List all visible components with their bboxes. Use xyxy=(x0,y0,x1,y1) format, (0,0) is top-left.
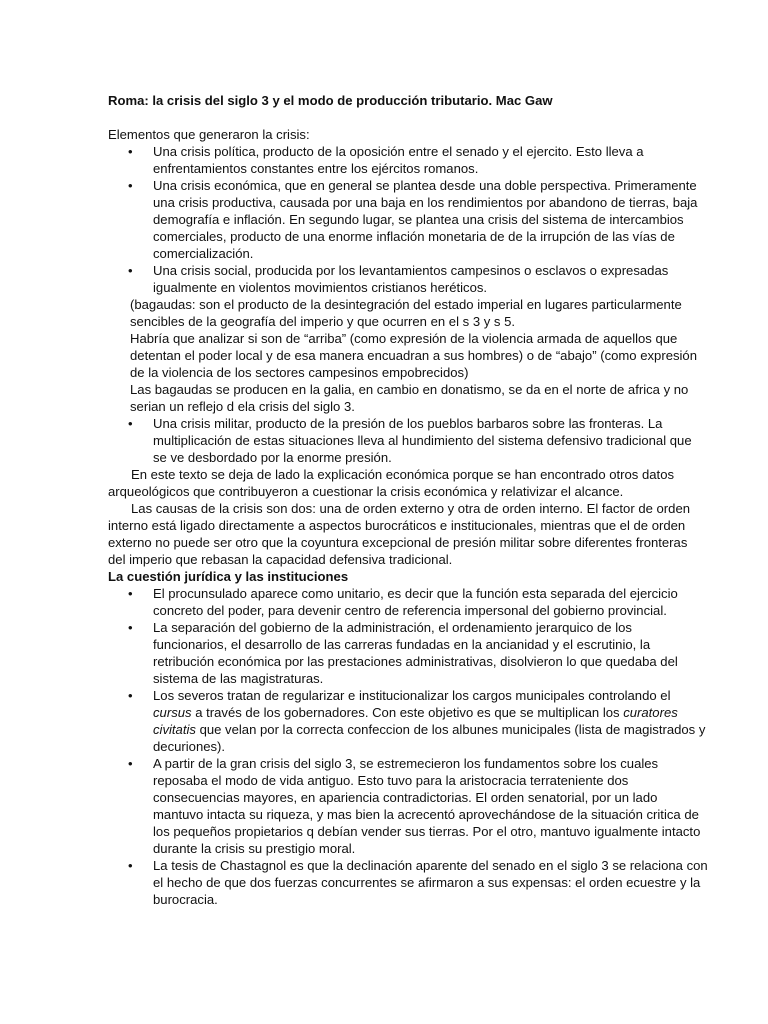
list-item xyxy=(128,619,708,687)
bagaudas-note: Habría que analizar si son de “arriba” (como expresión de la violencia armada de aquellos que detentan el poder local y de esa manera encuadran a sus hombres) o de “abajo” (como expresión de la violencia de los sectores campesinos empobrecidos) xyxy=(130,331,698,380)
bullet-icon: • xyxy=(128,263,133,278)
bullet-icon: • xyxy=(128,858,133,873)
bullet-icon: • xyxy=(128,620,133,635)
bullet-icon: • xyxy=(128,178,133,193)
military-crisis-list xyxy=(108,415,708,466)
list-item-text: Una crisis militar, producto de la presión de los pueblos barbaros sobre las fronteras. La multiplicación de estas situaciones lleva al hundimiento del sistema defensivo tradicional que se ve desbordado por la enorme presión. xyxy=(153,416,692,465)
paragraph: Las causas de la crisis son dos: una de orden externo y otra de orden interno. El factor de orden interno está ligado directamente a aspectos burocráticos e institucionales, mientras que el de orden externo no puede ser otro que la coyuntura excepcional de presión militar sobre diferentes fronteras del imperio que rebasan la capacidad defensiva tradicional. xyxy=(108,501,691,567)
list-item-text: La separación del gobierno de la administración, el ordenamiento jerarquico de los funcionarios, el desarrollo de las carreras fundadas en la ancianidad y el escrutinio, la retribución económica por las prestaciones administrativas, disolvieron lo que quedaba del sistema de las magistraturas. xyxy=(153,620,678,686)
italic-term: curatores civitatis xyxy=(153,705,678,737)
list-item xyxy=(128,177,708,262)
italic-term: cursus xyxy=(153,705,192,720)
text-run: a través de los gobernadores. Con este objetivo es que se multiplican los xyxy=(191,705,624,720)
bullet-icon: • xyxy=(128,144,133,159)
list-item-text xyxy=(153,688,705,754)
list-item-text: A partir de la gran crisis del siglo 3, se estremecieron los fundamentos sobre los cuales reposaba el modo de vida antiguo. Esto tuvo para la aristocracia terrateniente dos consecuencias mayores, en apariencia contradictorias. El orden senatorial, por un lado mantuvo intacta su riqueza, y mas bien la acrecentó aprovechándose de la situación critica de los pequeños propietarios q debían vender sus tierras. Por el otro, mantuvo igualmente intacto durante la crisis su prestigio moral. xyxy=(153,756,701,856)
institutions-list xyxy=(108,585,708,908)
list-item xyxy=(128,585,708,619)
list-item xyxy=(128,262,708,296)
list-item-text: Una crisis social, producida por los levantamientos campesinos o esclavos o expresadas igualmente en violentos movimientos cristianos heréticos. xyxy=(153,263,669,295)
bullet-icon: • xyxy=(128,416,133,431)
crisis-list xyxy=(108,143,708,296)
paragraph: En este texto se deja de lado la explicación económica porque se han encontrado otros datos arqueológicos que contribuyeron a cuestionar la crisis económica y relativizar el alcance. xyxy=(108,467,675,499)
list-item xyxy=(128,755,708,857)
document-title: Roma: la crisis del siglo 3 y el modo de producción tributario. Mac Gaw xyxy=(108,93,553,108)
list-item xyxy=(128,687,708,755)
list-item-text: El procunsulado aparece como unitario, es decir que la función esta separada del ejercicio concreto del poder, para devenir centro de referencia impersonal del gobierno provincial. xyxy=(153,586,678,618)
bullet-icon: • xyxy=(128,586,133,601)
list-item xyxy=(128,415,708,466)
list-item-text: Una crisis política, producto de la oposición entre el senado y el ejercito. Esto lleva a enfrentamientos constantes entre los ejércitos romanos. xyxy=(153,144,644,176)
text-run: que velan por la correcta confeccion de los albunes municipales (lista de magistrados y decuriones). xyxy=(153,722,706,754)
bagaudas-note: Las bagaudas se producen en la galia, en cambio en donatismo, se da en el norte de africa y no serian un reflejo d ela crisis del siglo 3. xyxy=(130,382,689,414)
text-run: Los severos tratan de regularizar e institucionalizar los cargos municipales controlando el xyxy=(153,688,671,703)
list-item xyxy=(128,857,708,908)
list-item xyxy=(128,143,708,177)
list-item-text: La tesis de Chastagnol es que la declinación aparente del senado en el siglo 3 se relaciona con el hecho de que dos fuerzas concurrentes se afirmaron a sus expensas: el orden ecuestre y la burocracia. xyxy=(153,858,708,907)
bagaudas-note: (bagaudas: son el producto de la desintegración del estado imperial en lugares particularmente sencibles de la geografía del imperio y que ocurren en el s 3 y s 5. xyxy=(130,297,682,329)
list-item-text: Una crisis económica, que en general se plantea desde una doble perspectiva. Primeramente una crisis productiva, causada por una baja en los rendimientos por abandono de tierras, baja demografía e inflación. En segundo lugar, se plantea una crisis del sistema de intercambios comerciales, producto de una enorme inflación monetaria de de la irrupción de las vías de comercialización. xyxy=(153,178,698,261)
intro-line: Elementos que generaron la crisis: xyxy=(108,127,310,142)
section-heading: La cuestión jurídica y las instituciones xyxy=(108,569,349,584)
bullet-icon: • xyxy=(128,756,133,771)
bullet-icon: • xyxy=(128,688,133,703)
